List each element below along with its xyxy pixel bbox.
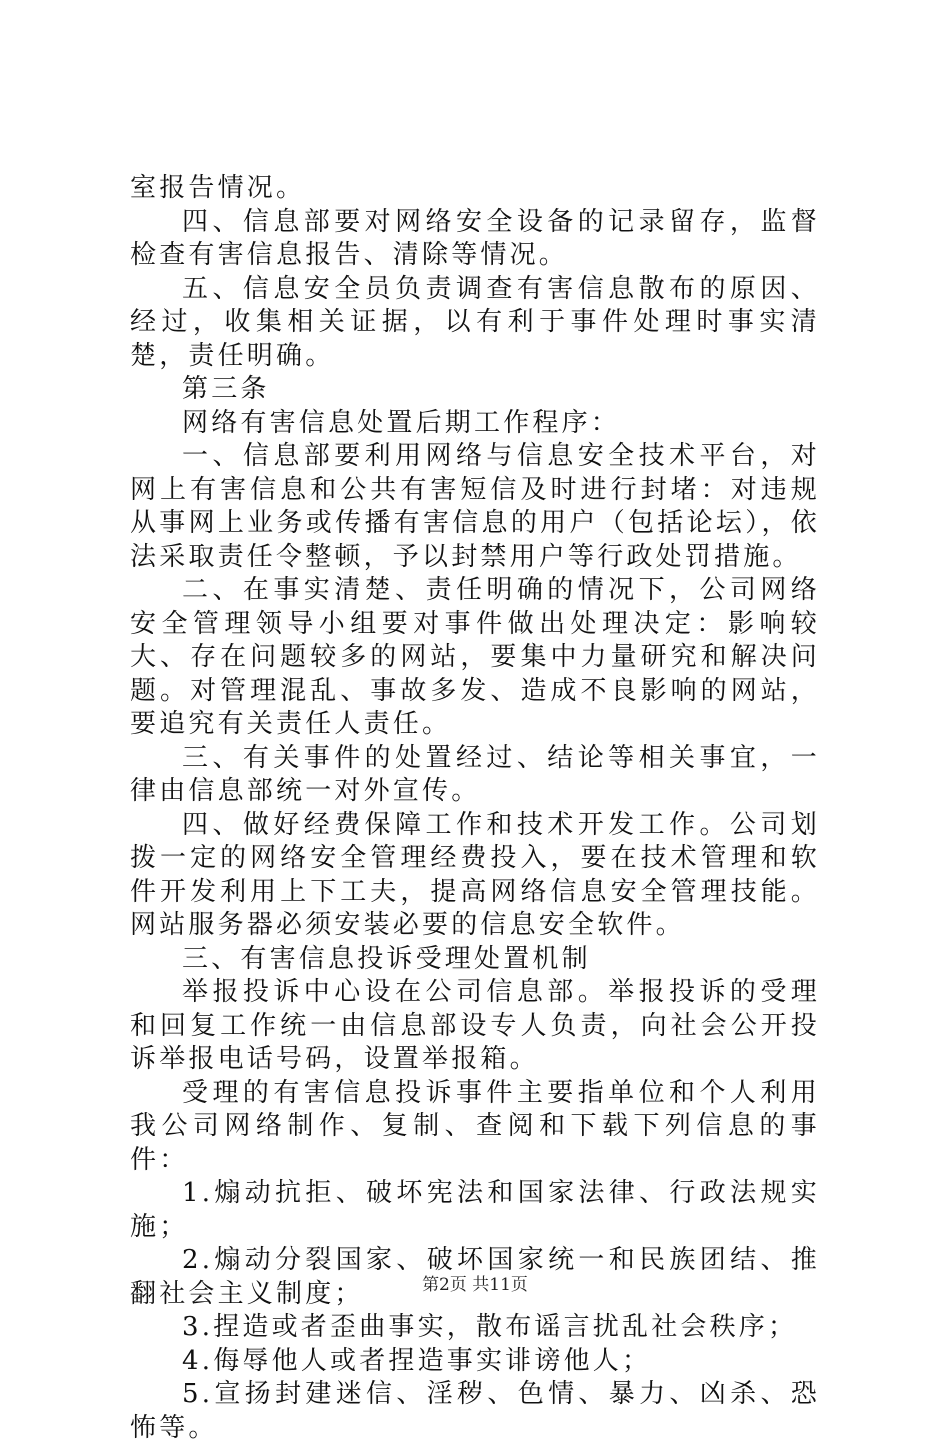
paragraph-10: 三、有害信息投诉受理处置机制 (182, 943, 591, 974)
list-item-4: 4.侮辱他人或者捏造事实诽谤他人； (182, 1345, 652, 1376)
paragraph-8: 三、有关事件的处置经过、结论等相关事宜，一律由信息部统一对外宣传。 (130, 742, 820, 806)
list-item-5: 5.宣扬封建迷信、淫秽、色情、暴力、凶杀、恐怖等。 (130, 1379, 820, 1443)
paragraph-11: 举报投诉中心设在公司信息部。举报投诉的受理和回复工作统一由信息部设专人负责，向社会公开投诉举报电话号码，设置举报箱。 (130, 977, 820, 1074)
list-item-2: 2.煽动分裂国家、破坏国家统一和民族团结、推翻社会主义制度； (130, 1245, 820, 1309)
paragraph-4: 第三条 (182, 374, 270, 404)
paragraph-7: 二、在事实清楚、责任明确的情况下，公司网络安全管理领导小组要对事件做出处理决定：影响较大、存在问题较多的网站，要集中力量研究和解决问题。对管理混乱、事故多发、造成不良影响的网站，要追究有关责任人责任。 (130, 575, 820, 739)
page-number-footer: 第2页 共11页 (422, 1275, 528, 1295)
paragraph-3: 五、信息安全员负责调查有害信息散布的原因、经过，收集相关证据，以有利于事件处理时事实清楚，责任明确。 (130, 273, 820, 371)
paragraph-2: 四、信息部要对网络安全设备的记录留存，监督检查有害信息报告、清除等情况。 (130, 206, 820, 270)
paragraph-5: 网络有害信息处置后期工作程序： (182, 407, 621, 438)
paragraph-12: 受理的有害信息投诉事件主要指单位和个人利用我公司网络制作、复制、查阅和下载下列信息的事件： (130, 1077, 820, 1175)
paragraph-9: 四、做好经费保障工作和技术开发工作。公司划拨一定的网络安全管理经费投入，要在技术管理和软件开发利用上下工夫，提高网络信息安全管理技能。网站服务器必须安装必要的信息安全软件。 (130, 809, 820, 940)
list-item-1: 1.煽动抗拒、破坏宪法和国家法律、行政法规实施； (130, 1178, 820, 1242)
list-item-3: 3.捏造或者歪曲事实，散布谣言扰乱社会秩序； (182, 1312, 798, 1342)
paragraph-6: 一、信息部要利用网络与信息安全技术平台，对网上有害信息和公共有害短信及时进行封堵：对违规从事网上业务或传播有害信息的用户（包括论坛），依法采取责任令整顿，予以封禁用户等行政处罚措施。 (130, 441, 820, 572)
paragraph-1: 室报告情况。 (130, 173, 306, 203)
document-body (130, 172, 820, 1445)
